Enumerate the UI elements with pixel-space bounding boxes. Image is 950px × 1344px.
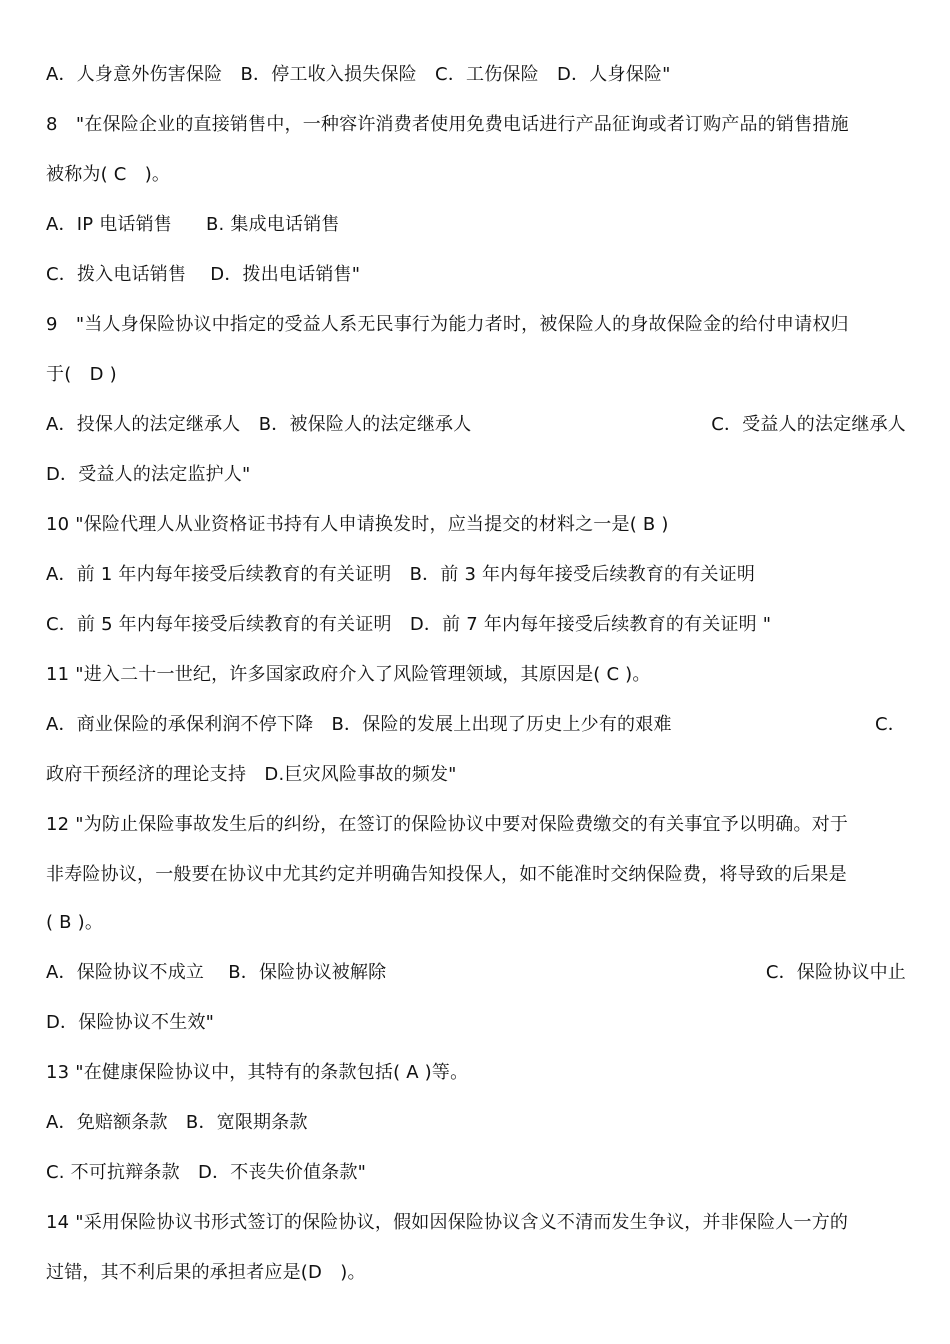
- option-a: A．IP 电话销售: [46, 214, 172, 235]
- option-c: C．受益人的法定继承人: [711, 414, 906, 435]
- q8-options-cd: [46, 260, 906, 290]
- q7-options: [46, 60, 906, 90]
- text-line: 过错，其不利后果的承担者应是(D )。: [46, 1262, 366, 1283]
- text-line: C. 不可抗辩条款 D．不丧失价值条款": [46, 1162, 367, 1183]
- text-line: ( B )。: [46, 912, 104, 933]
- text-line: 非寿险协议，一般要在协议中尤其约定并明确告知投保人，如不能准时交纳保险费，将导致的后果是: [46, 864, 847, 885]
- q12-stem-line2: [46, 860, 906, 890]
- text-line: 13 "在健康保险协议中，其特有的条款包括( A )等。: [46, 1062, 469, 1083]
- option-c: C．保险协议中止: [765, 962, 906, 983]
- text-line: 11 "进入二十一世纪，许多国家政府介入了风险管理领域，其原因是( C )。: [46, 664, 651, 685]
- q11-options-abc: [46, 710, 906, 740]
- text-line: 10 "保险代理人从业资格证书持有人申请换发时，应当提交的材料之一是( B ): [46, 514, 669, 535]
- text-line: 被称为( C )。: [46, 164, 171, 185]
- q14-stem-line2: [46, 1258, 906, 1288]
- q10-options-cd: [46, 610, 906, 640]
- text-line: A．人身意外伤害保险 B．停工收入损失保险 C．工伤保险 D．人身保险": [46, 64, 671, 85]
- q8-stem-line1: [46, 110, 906, 140]
- text-line: 14 "采用保险协议书形式签订的保险协议，假如因保险协议含义不清而发生争议，并非保险人一方的: [46, 1212, 849, 1233]
- q13-stem: [46, 1058, 906, 1088]
- text-line: 12 "为防止保险事故发生后的纠纷，在签订的保险协议中要对保险费缴交的有关事宜予以明确。对于: [46, 814, 849, 835]
- text-line: C．前 5 年内每年接受后续教育的有关证明 D．前 7 年内每年接受后续教育的有关证明 ": [46, 614, 772, 635]
- option-ab: A．保险协议不成立 B．保险协议被解除: [46, 962, 387, 983]
- q13-options-ab: [46, 1108, 906, 1138]
- q10-stem: [46, 510, 906, 540]
- text-line: 9 "当人身保险协议中指定的受益人系无民事行为能力者时，被保险人的身故保险金的给付申请权归: [46, 314, 849, 335]
- text-line: D．受益人的法定监护人": [46, 464, 251, 485]
- text-line: A．免赔额条款 B．宽限期条款: [46, 1112, 308, 1133]
- q12-stem-line3: [46, 908, 906, 938]
- text-line: 于( D ): [46, 364, 117, 385]
- text-line: D．保险协议不生效": [46, 1012, 215, 1033]
- option-ab: A．商业保险的承保利润不停下降 B．保险的发展上出现了历史上少有的艰难: [46, 714, 672, 735]
- option-c-prefix: C．: [875, 714, 906, 735]
- q13-options-cd: [46, 1158, 906, 1188]
- text-line: 8 "在保险企业的直接销售中，一种容许消费者使用免费电话进行产品征询或者订购产品的销售措施: [46, 114, 849, 135]
- text-line: C．拨入电话销售 D．拨出电话销售": [46, 264, 361, 285]
- q9-stem-line1: [46, 310, 906, 340]
- q12-options-abc: [46, 958, 906, 988]
- q10-options-ab: [46, 560, 906, 590]
- q11-options-cd: [46, 760, 906, 790]
- option-ab: A．投保人的法定继承人 B．被保险人的法定继承人: [46, 414, 472, 435]
- q8-stem-line2: [46, 160, 906, 190]
- q12-stem-line1: [46, 810, 906, 840]
- text-line: A．前 1 年内每年接受后续教育的有关证明 B．前 3 年内每年接受后续教育的有关证明: [46, 564, 756, 585]
- q9-options-abc: [46, 410, 906, 440]
- text-line: 政府干预经济的理论支持 D.巨灾风险事故的频发": [46, 764, 457, 785]
- q9-option-d: [46, 460, 906, 490]
- q9-stem-line2: [46, 360, 906, 390]
- q11-stem: [46, 660, 906, 690]
- q12-option-d: [46, 1008, 906, 1038]
- option-b: B. 集成电话销售: [206, 214, 340, 235]
- q8-options-ab: [46, 210, 906, 240]
- q14-stem-line1: [46, 1208, 906, 1238]
